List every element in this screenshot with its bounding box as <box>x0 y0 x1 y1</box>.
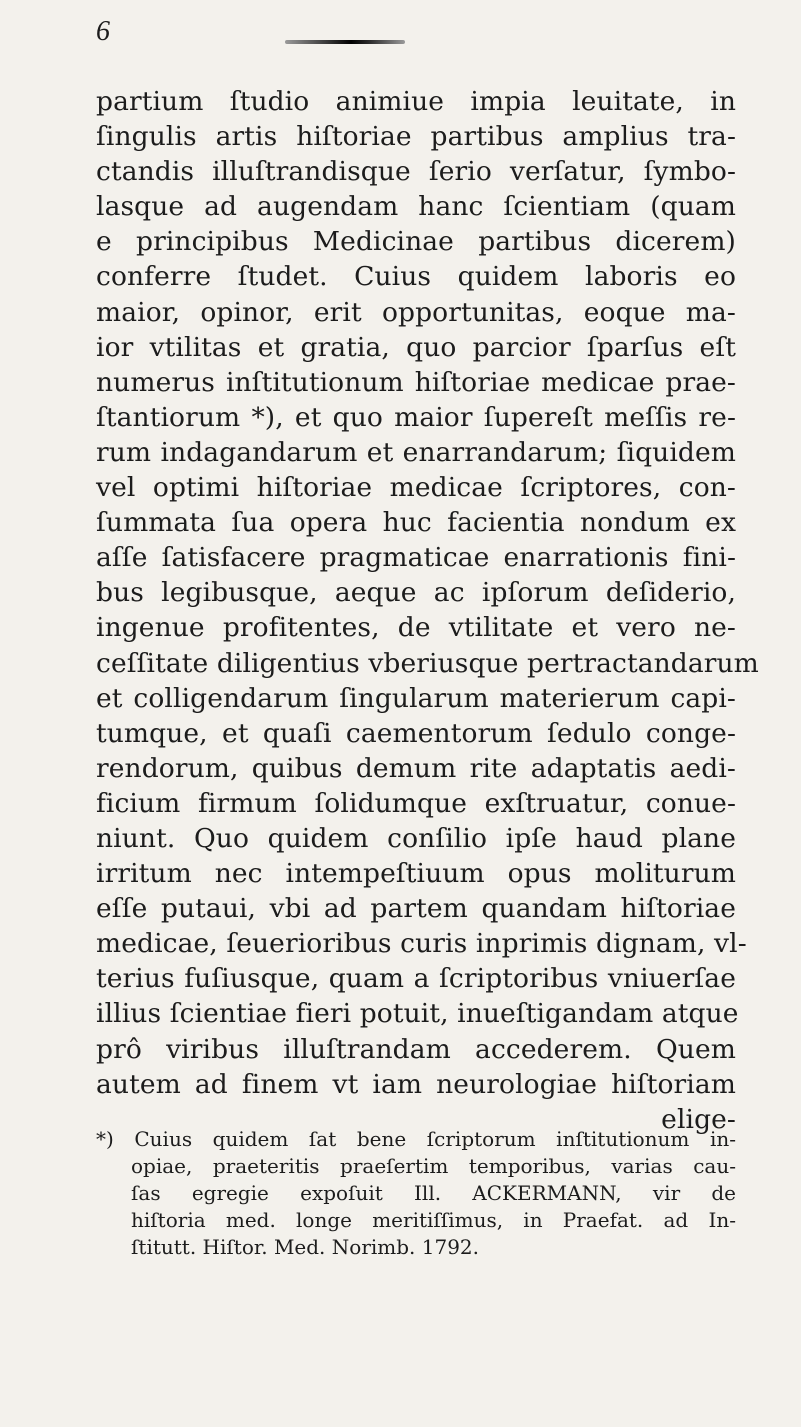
text-line: partium ſtudio animiue impia leuitate, in <box>96 86 736 117</box>
footnote-line: ſtitutt. Hiſtor. Med. Norimb. 1792. <box>131 1235 480 1259</box>
text-line: ior vtilitas et gratia, quo parcior ſparſus eſt <box>96 331 736 363</box>
text-line: prô viribus illuſtrandam accederem. Quem <box>96 1033 736 1065</box>
text-line: numerus inſtitutionum hiſtoriae medicae prae- <box>96 366 736 398</box>
text-line: ceſſitate diligentius vberiusque pertractandarum <box>96 647 759 679</box>
text-line: maior, opinor, erit opportunitas, eoque ma- <box>96 296 736 328</box>
footnote-line: *) Cuius quidem ſat bene ſcriptorum inſtitutionum in- <box>96 1127 736 1151</box>
footnote-line: hiſtoria med. longe meritiſſimus, in Praefat. ad In- <box>131 1208 736 1232</box>
text-line: ſingulis artis hiſtoriae partibus amplius tra- <box>96 121 736 153</box>
text-line: ficium firmum ſolidumque exſtruatur, conue- <box>96 787 736 819</box>
text-line: illius ſcientiae fieri potuit, inueſtigandam atque <box>96 998 739 1030</box>
text-line: rendorum, quibus demum rite adaptatis aedi- <box>96 752 736 784</box>
footnote-line: ſas egregie expoſuit Ill. ACKERMANN, vir de <box>131 1181 736 1205</box>
text-line: ſummata ſua opera huc facientia nondum ex <box>96 507 736 539</box>
text-line: ctandis illuſtrandisque ſerio verſatur, ſymbo- <box>96 156 736 188</box>
text-line: medicae, ſeuerioribus curis inprimis dignam, vl- <box>96 928 747 960</box>
footnote <box>96 1126 736 1261</box>
text-line: aſſe ſatisfacere pragmaticae enarrationis fini- <box>96 542 736 574</box>
text-line: et colligendarum ſingularum materierum capi- <box>96 682 736 714</box>
text-line: e principibus Medicinae partibus dicerem) <box>96 226 736 258</box>
text-line: autem ad finem vt iam neurologiae hiſtoriam <box>96 1068 736 1100</box>
text-line: bus legibusque, aeque ac ipſorum deſiderio, <box>96 577 736 609</box>
text-line: rum indagandarum et enarrandarum; ſiquidem <box>96 436 736 468</box>
catchword: elige- <box>661 1103 736 1135</box>
text-line: terius fuſiusque, quam a ſcriptoribus vniuerſae <box>96 963 736 995</box>
text-line: irritum nec intempeſtiuum opus moliturum <box>96 858 736 890</box>
text-line: vel optimi hiſtoriae medicae ſcriptores, con- <box>96 472 736 504</box>
text-line: niunt. Quo quidem conſilio ipſe haud plane <box>96 822 736 854</box>
text-line: ingenue profitentes, de vtilitate et vero ne- <box>96 612 736 644</box>
text-line: conferre ſtudet. Cuius quidem laboris eo <box>96 261 736 293</box>
body-text <box>96 84 759 1137</box>
text-line: tumque, et quaſi caementorum ſedulo conge- <box>96 717 736 749</box>
text-line: ſtantiorum *), et quo maior ſupereſt meſſis re- <box>96 401 736 433</box>
page-number: 6 <box>96 16 110 47</box>
text-line: lasque ad augendam hanc ſcientiam (quam <box>96 191 736 223</box>
footnote-line: opiae, praeteritis praeſertim temporibus, varias cau- <box>131 1154 736 1178</box>
text-line: eſſe putaui, vbi ad partem quandam hiſtoriae <box>96 893 736 925</box>
header-rule <box>285 40 405 44</box>
